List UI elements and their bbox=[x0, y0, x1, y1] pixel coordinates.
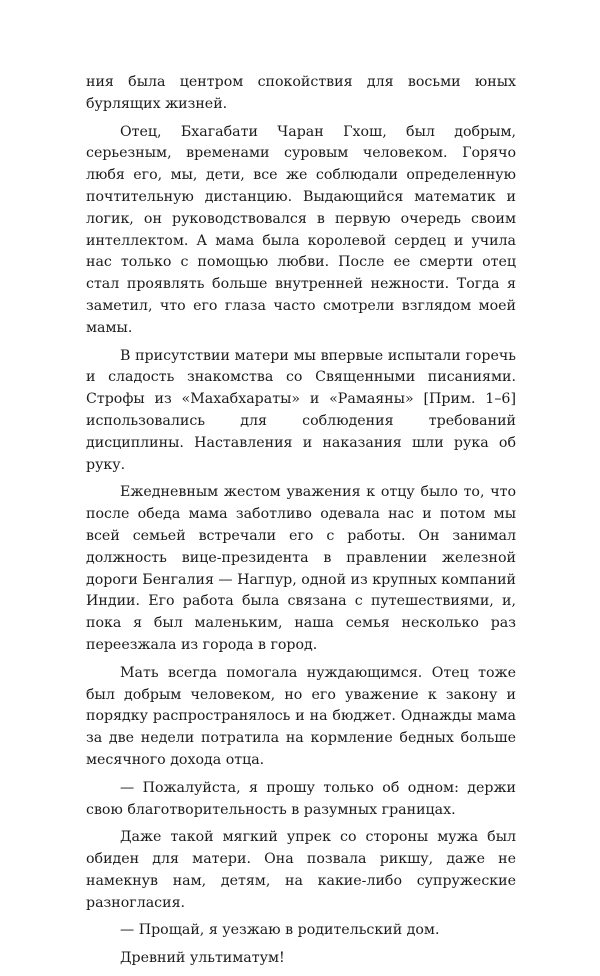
paragraph-daily-gesture: Ежедневным жестом уважения к отцу было то, что после обеда мама заботливо одевала нас и потом мы всей семьей встречали его с работы. Он занимал должность вице-президента в правлении железной дороги Бенгалия — Нагпур, одной из крупных компаний Индии. Его работа была связана с путешествиями, и, пока я был маленьким, наша семья несколько раз переезжала из города в город. bbox=[86, 484, 516, 653]
paragraph-farewell: — Прощай, я уезжаю в родительский дом. bbox=[120, 922, 440, 939]
paragraph-father: Отец, Бхагабати Чаран Гхош, был добрым, серьезным, временами суровым человеком. Горячо любя его, мы, дети, все же соблюдали определенную почтительную дистанцию. Выдающийся математик и логик, он руководствовался в первую очередь своим интеллектом. А мама была королевой сердец и учила нас только с помощью любви. После ее смерти отец стал проявлять больше внутренней нежности. Тогда я заметил, что его глаза часто смотрели взглядом моей мамы. bbox=[86, 123, 516, 336]
paragraph-continuation: ния была центром спокойствия для восьми юных бурлящих жизней. bbox=[86, 74, 516, 112]
paragraph-father-request: — Пожалуйста, я прошу только об одном: держи свою благотворительность в разумных границах. bbox=[86, 779, 516, 818]
paragraph-mother-charity: Мать всегда помогала нуждающимся. Отец тоже был добрым человеком, но его уважение к закону и порядку распространялось и на бюджет. Однажды мама за две недели потратила на кормление бедных больше месячного дохода отца. bbox=[86, 664, 516, 768]
book-page-text bbox=[86, 72, 516, 976]
paragraph-mild-reproach: Даже такой мягкий упрек со стороны мужа был обиден для матери. Она позвала рикшу, даже не намекнув нам, детям, на какие-либо супружеские разногласия. bbox=[86, 829, 516, 911]
paragraph-ultimatum: Древний ультиматум! bbox=[120, 950, 285, 967]
paragraph-scriptures: В присутствии матери мы впервые испытали горечь и сладость знакомства со Священными писаниями. Строфы из «Махабхараты» и «Рамаяны» [Прим. 1–6] использовались для соблюдения требований дисциплины. Наставления и наказания шли рука об руку. bbox=[86, 347, 516, 473]
